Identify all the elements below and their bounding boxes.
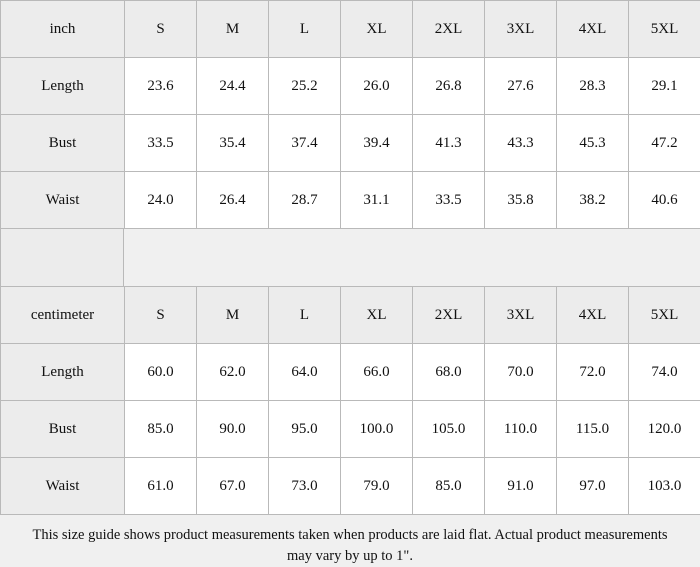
row-label-waist: Waist bbox=[1, 458, 125, 515]
cell-length-4xl: 72.0 bbox=[557, 344, 629, 401]
cell-bust-s: 33.5 bbox=[125, 115, 197, 172]
table-row bbox=[1, 115, 700, 172]
size-header-2xl: 2XL bbox=[413, 1, 485, 58]
cell-waist-3xl: 91.0 bbox=[485, 458, 557, 515]
cell-waist-4xl: 97.0 bbox=[557, 458, 629, 515]
table-header-row bbox=[1, 287, 700, 344]
unit-label-inch: inch bbox=[1, 1, 125, 58]
cell-bust-m: 35.4 bbox=[197, 115, 269, 172]
row-label-length: Length bbox=[1, 344, 125, 401]
cell-waist-5xl: 40.6 bbox=[629, 172, 700, 229]
cell-waist-l: 73.0 bbox=[269, 458, 341, 515]
size-table-centimeter bbox=[0, 286, 700, 515]
size-header-2xl: 2XL bbox=[413, 287, 485, 344]
size-header-l: L bbox=[269, 1, 341, 58]
spacer-right bbox=[124, 229, 700, 286]
row-label-length: Length bbox=[1, 58, 125, 115]
cell-bust-4xl: 45.3 bbox=[557, 115, 629, 172]
size-header-4xl: 4XL bbox=[557, 287, 629, 344]
cell-length-3xl: 27.6 bbox=[485, 58, 557, 115]
size-header-5xl: 5XL bbox=[629, 1, 700, 58]
cell-waist-m: 26.4 bbox=[197, 172, 269, 229]
cell-length-xl: 26.0 bbox=[341, 58, 413, 115]
cell-waist-l: 28.7 bbox=[269, 172, 341, 229]
cell-bust-2xl: 41.3 bbox=[413, 115, 485, 172]
cell-waist-4xl: 38.2 bbox=[557, 172, 629, 229]
size-header-xl: XL bbox=[341, 1, 413, 58]
cell-length-5xl: 29.1 bbox=[629, 58, 700, 115]
cell-waist-3xl: 35.8 bbox=[485, 172, 557, 229]
size-header-3xl: 3XL bbox=[485, 287, 557, 344]
size-header-5xl: 5XL bbox=[629, 287, 700, 344]
row-label-waist: Waist bbox=[1, 172, 125, 229]
table-spacer bbox=[0, 229, 700, 286]
size-header-s: S bbox=[125, 287, 197, 344]
cell-waist-s: 24.0 bbox=[125, 172, 197, 229]
cell-length-l: 64.0 bbox=[269, 344, 341, 401]
table-row bbox=[1, 58, 700, 115]
cell-length-s: 60.0 bbox=[125, 344, 197, 401]
cell-length-xl: 66.0 bbox=[341, 344, 413, 401]
cell-waist-2xl: 33.5 bbox=[413, 172, 485, 229]
cell-waist-xl: 31.1 bbox=[341, 172, 413, 229]
cell-length-3xl: 70.0 bbox=[485, 344, 557, 401]
cell-length-2xl: 68.0 bbox=[413, 344, 485, 401]
unit-label-centimeter: centimeter bbox=[1, 287, 125, 344]
table-row bbox=[1, 458, 700, 515]
cell-bust-m: 90.0 bbox=[197, 401, 269, 458]
cell-waist-xl: 79.0 bbox=[341, 458, 413, 515]
size-header-s: S bbox=[125, 1, 197, 58]
cell-length-m: 62.0 bbox=[197, 344, 269, 401]
size-header-xl: XL bbox=[341, 287, 413, 344]
cell-length-l: 25.2 bbox=[269, 58, 341, 115]
cell-bust-5xl: 120.0 bbox=[629, 401, 700, 458]
size-header-l: L bbox=[269, 287, 341, 344]
cell-length-5xl: 74.0 bbox=[629, 344, 700, 401]
table-row bbox=[1, 344, 700, 401]
cell-waist-2xl: 85.0 bbox=[413, 458, 485, 515]
cell-length-4xl: 28.3 bbox=[557, 58, 629, 115]
size-header-m: M bbox=[197, 287, 269, 344]
cell-length-s: 23.6 bbox=[125, 58, 197, 115]
size-header-4xl: 4XL bbox=[557, 1, 629, 58]
table-row bbox=[1, 401, 700, 458]
cell-bust-5xl: 47.2 bbox=[629, 115, 700, 172]
cell-bust-l: 95.0 bbox=[269, 401, 341, 458]
spacer-left-cell bbox=[0, 229, 124, 286]
cell-length-2xl: 26.8 bbox=[413, 58, 485, 115]
cell-waist-s: 61.0 bbox=[125, 458, 197, 515]
size-guide-note: This size guide shows product measurements taken when products are laid flat. Actual product measurements may vary by up to 1". bbox=[0, 515, 700, 567]
size-table-inch bbox=[0, 0, 700, 229]
cell-bust-3xl: 110.0 bbox=[485, 401, 557, 458]
table-row bbox=[1, 172, 700, 229]
row-label-bust: Bust bbox=[1, 115, 125, 172]
cell-length-m: 24.4 bbox=[197, 58, 269, 115]
cell-bust-2xl: 105.0 bbox=[413, 401, 485, 458]
cell-bust-s: 85.0 bbox=[125, 401, 197, 458]
cell-waist-5xl: 103.0 bbox=[629, 458, 700, 515]
cell-bust-l: 37.4 bbox=[269, 115, 341, 172]
cell-bust-xl: 100.0 bbox=[341, 401, 413, 458]
cell-bust-3xl: 43.3 bbox=[485, 115, 557, 172]
size-header-3xl: 3XL bbox=[485, 1, 557, 58]
table-header-row bbox=[1, 1, 700, 58]
cell-bust-4xl: 115.0 bbox=[557, 401, 629, 458]
row-label-bust: Bust bbox=[1, 401, 125, 458]
size-header-m: M bbox=[197, 1, 269, 58]
cell-bust-xl: 39.4 bbox=[341, 115, 413, 172]
cell-waist-m: 67.0 bbox=[197, 458, 269, 515]
